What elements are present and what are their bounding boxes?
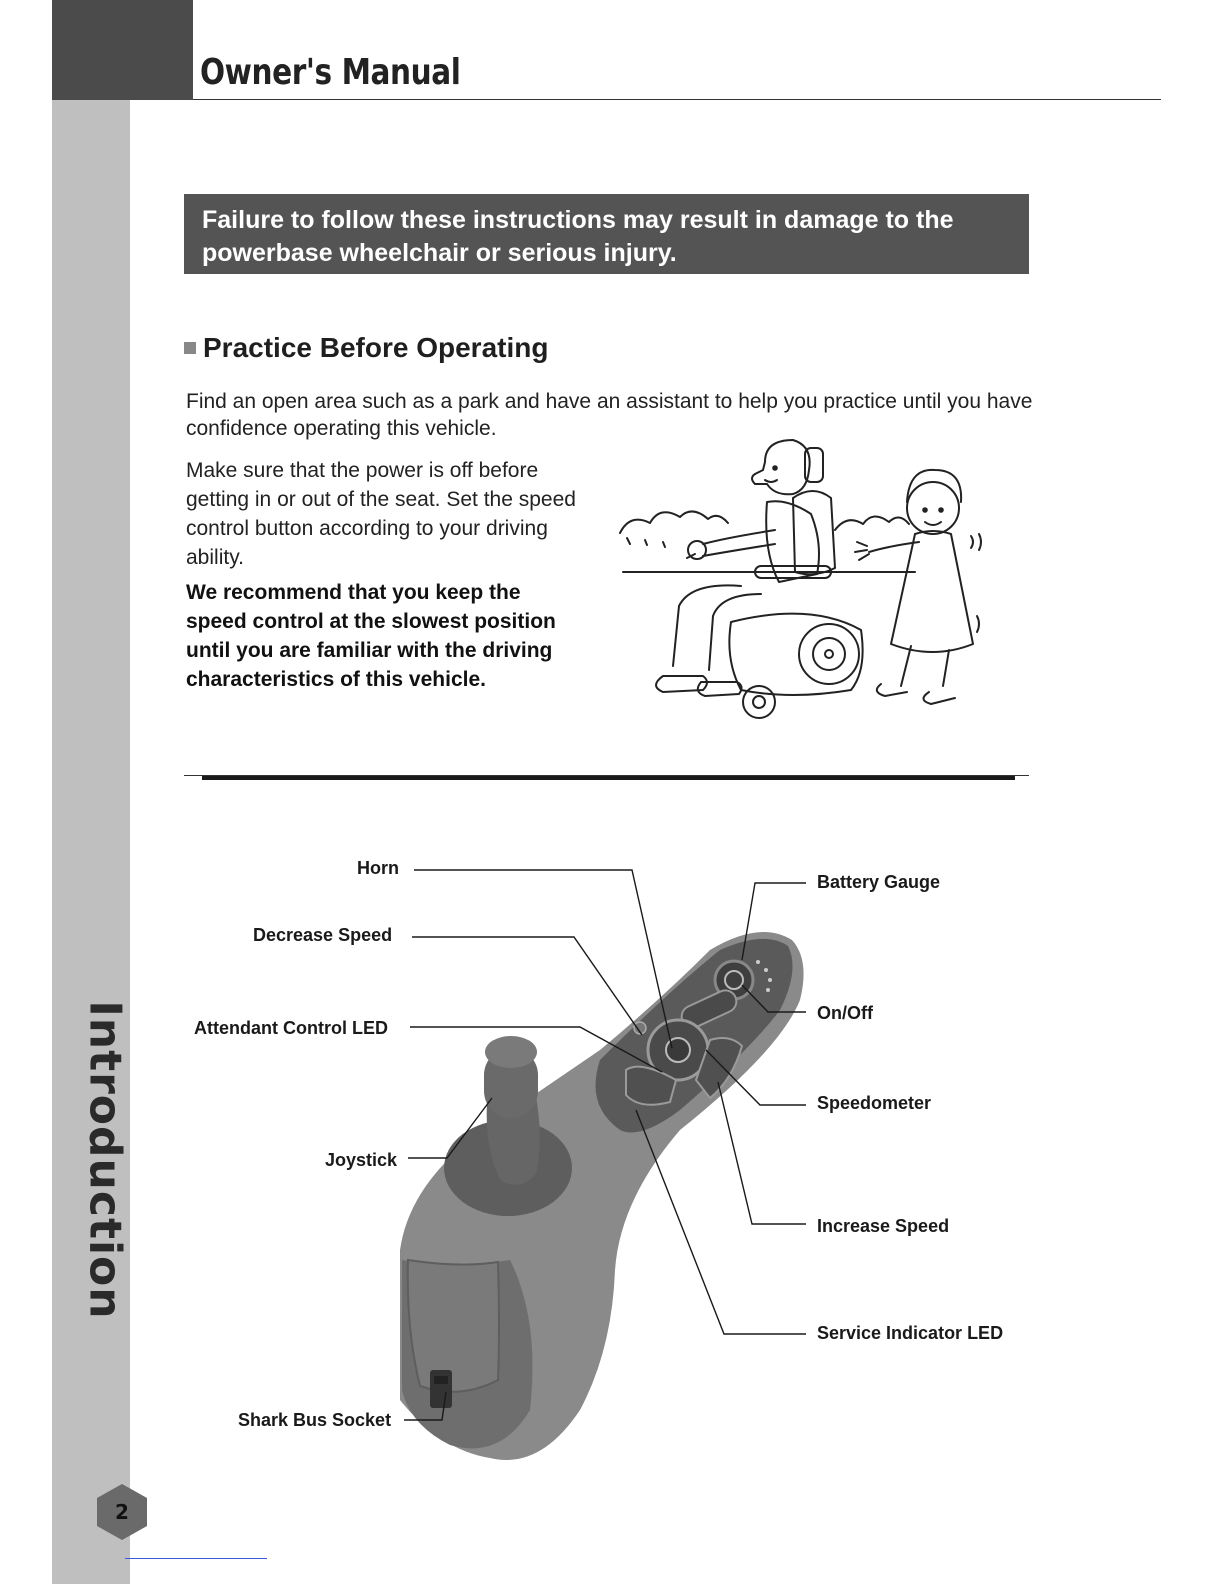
sidebar-strip (52, 100, 130, 1584)
power-paragraph: Make sure that the power is off before getting in or out of the seat. Set the speed control button according to your driving ability. (186, 459, 576, 569)
label-decrease-speed: Decrease Speed (253, 925, 393, 945)
label-service-led: Service Indicator LED (817, 1323, 1004, 1343)
divider-thick (202, 776, 1015, 780)
joystick-controller-image (380, 930, 820, 1475)
header-dark-block (52, 0, 193, 100)
label-on-off: On/Off (817, 1003, 873, 1023)
label-battery-gauge: Battery Gauge (817, 872, 941, 892)
header-rule (193, 99, 1161, 100)
warning-box: Failure to follow these instructions may result in damage to the powerbase wheelchair or serious injury. (184, 194, 1029, 274)
label-joystick: Joystick (325, 1150, 398, 1170)
intro-paragraph: Find an open area such as a park and have an assistant to help you practice until you have confidence operating this vehicle. (186, 390, 1033, 440)
label-shark-bus: Shark Bus Socket (238, 1410, 392, 1430)
label-speedometer: Speedometer (817, 1093, 932, 1113)
label-attendant-led: Attendant Control LED (194, 1018, 388, 1038)
wheelchair-practice-illustration (615, 438, 1035, 730)
section-label (60, 1000, 150, 1320)
section-heading-text: Practice Before Operating (203, 332, 549, 363)
recommendation-paragraph: We recommend that you keep the speed control at the slowest position until you are familiar with the driving characteristics of this vehicle. (186, 581, 556, 691)
manual-title: Owner's Manual (200, 52, 461, 93)
heading-bullet-icon (184, 342, 196, 354)
label-horn: Horn (357, 858, 399, 878)
label-increase-speed: Increase Speed (817, 1216, 950, 1236)
bottom-link-underline (125, 1558, 267, 1559)
page-number: 2 (115, 1500, 129, 1524)
section-heading (184, 332, 548, 364)
section-label-text: Introduction (79, 1000, 131, 1320)
